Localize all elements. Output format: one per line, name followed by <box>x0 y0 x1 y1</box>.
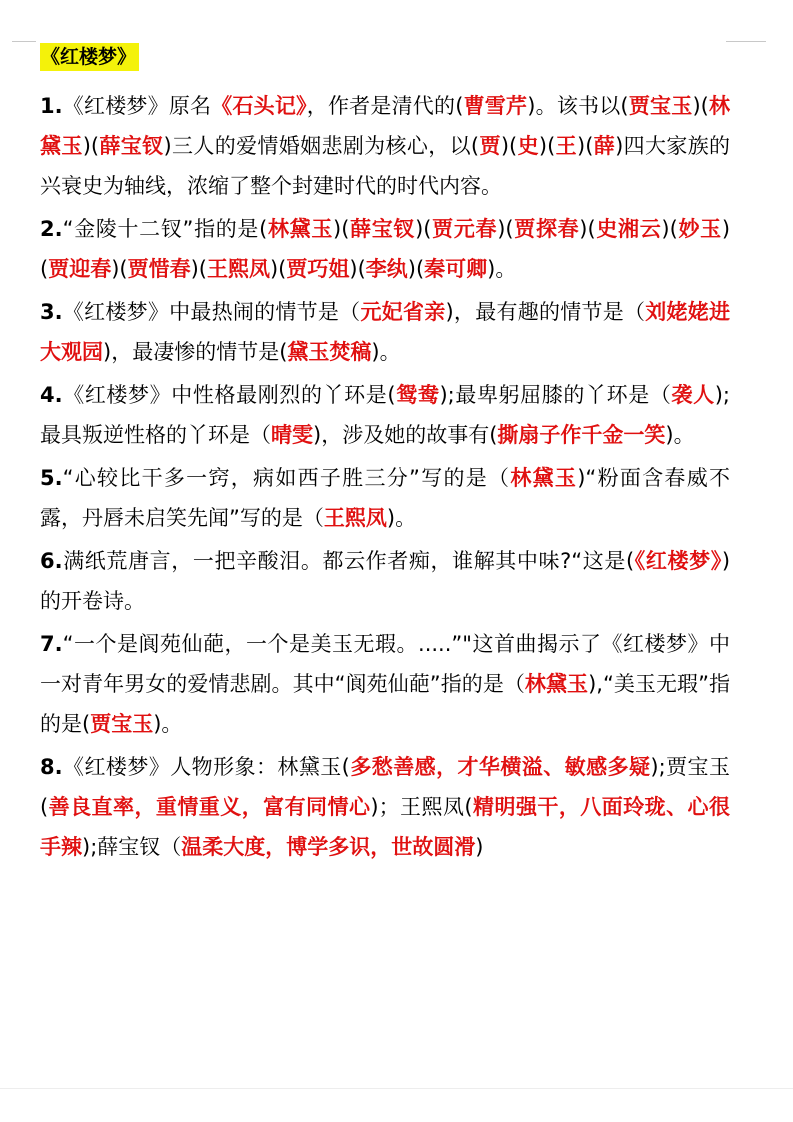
question-text: ),“美玉无瑕”指的是( <box>40 672 730 736</box>
question-text: )。 <box>487 257 517 281</box>
page-bottom-rule <box>0 1088 793 1089</box>
question-text: )( <box>497 217 514 241</box>
question-text: )四大家族的兴衰史为轴线，浓缩了整个封建时代的时代内容。 <box>40 134 731 198</box>
question-item <box>40 747 730 867</box>
answer-text: 《红楼梦》 <box>634 549 722 573</box>
question-text: )( <box>333 217 350 241</box>
answer-text: 林黛玉 <box>524 672 589 696</box>
question-text: “一个是阆苑仙葩，一个是美玉无瑕。.....”"这首曲揭示了《红楼梦》中一对青年男女的爱情悲剧。其中“阆苑仙葩”指的是（ <box>40 632 730 696</box>
question-item <box>40 458 730 538</box>
question-text: )( <box>500 134 518 158</box>
question-item <box>40 375 730 455</box>
answer-text: 史湘云 <box>595 217 662 241</box>
answer-text: 林黛玉 <box>40 94 731 158</box>
answer-text: 史 <box>517 134 539 158</box>
answer-text: 贾元春 <box>431 217 498 241</box>
question-text: )( <box>190 257 207 281</box>
answer-text: 秦可卿 <box>424 257 488 281</box>
question-text: )( <box>111 257 128 281</box>
answer-text: 王熙凤 <box>323 506 387 530</box>
question-text: )( <box>579 217 596 241</box>
answer-text: 林黛玉 <box>267 217 334 241</box>
question-text: )。 <box>371 340 401 364</box>
question-text: )( <box>349 257 366 281</box>
answer-text: 黛玉焚稿 <box>287 340 372 364</box>
question-number: 6. <box>40 549 63 573</box>
answer-text: 多愁善感，才华横溢、敏感多疑 <box>349 755 651 779</box>
question-text: )( <box>415 217 432 241</box>
question-number: 4. <box>40 383 63 407</box>
question-text: );贾宝玉( <box>40 755 730 819</box>
question-text: )“粉面含春威不露，丹唇未启笑先闻”写的是（ <box>40 466 731 530</box>
question-item <box>40 541 730 621</box>
question-list <box>40 86 730 870</box>
question-text: 满纸荒唐言，一把辛酸泪。都云作者痴，谁解其中味?“这是( <box>62 549 635 573</box>
question-text: )，最有趣的情节是（ <box>445 300 646 324</box>
question-number: 2. <box>40 217 63 241</box>
answer-text: 贾惜春 <box>127 257 191 281</box>
question-text: 《红楼梦》原名 <box>62 94 212 118</box>
answer-text: 《石头记》 <box>211 94 307 118</box>
question-text: )；王熙凤( <box>370 795 473 819</box>
answer-text: 薛 <box>593 134 616 158</box>
question-number: 7. <box>40 632 63 656</box>
answer-text: 元妃省亲 <box>360 300 446 324</box>
answer-text: 善良直率，重情重义，富有同情心 <box>48 795 371 819</box>
question-number: 5. <box>40 466 63 490</box>
answer-text: 贾巧姐 <box>286 257 350 281</box>
question-text: )( <box>407 257 425 281</box>
question-text: 《红楼梦》中最热闹的情节是（ <box>62 300 361 324</box>
answer-text: 王熙凤 <box>206 257 270 281</box>
question-item <box>40 86 730 206</box>
question-text: “心较比干多一窍，病如西子胜三分”写的是（ <box>62 466 511 490</box>
question-text: )的开卷诗。 <box>40 549 731 613</box>
question-text: )( <box>269 257 287 281</box>
answer-text: 晴雯 <box>271 423 313 447</box>
question-text: )。 <box>386 506 417 530</box>
question-number: 3. <box>40 300 63 324</box>
question-text: );最卑躬屈膝的丫环是（ <box>439 383 672 407</box>
page-corner-mark-right <box>726 41 766 42</box>
answer-text: 刘姥姥进大观园 <box>40 300 731 364</box>
question-item <box>40 209 730 289</box>
question-text: )( <box>40 217 731 281</box>
answer-text: 薛宝钗 <box>99 134 164 158</box>
answer-text: 贾宝玉 <box>90 712 154 736</box>
question-text: );薛宝钗（ <box>82 835 182 859</box>
question-text: )。该书以( <box>527 94 629 118</box>
page-title: 《红楼梦》 <box>40 43 139 71</box>
question-text: )( <box>577 134 594 158</box>
answer-text: 薛宝钗 <box>349 217 416 241</box>
question-text: ，作者是清代的( <box>306 94 464 118</box>
question-number: 8. <box>40 755 63 779</box>
question-text: 《红楼梦》中性格最刚烈的丫环是( <box>62 383 396 407</box>
question-item <box>40 624 730 744</box>
question-text: )，最凄惨的情节是( <box>103 340 288 364</box>
question-text: )( <box>692 94 709 118</box>
question-text: )( <box>82 134 100 158</box>
answer-text: 精明强干，八面玲珑、心很手辣 <box>40 795 730 859</box>
answer-text: 李纨 <box>365 257 408 281</box>
question-number: 1. <box>40 94 63 118</box>
question-text: “金陵十二钗”指的是( <box>62 217 268 241</box>
question-text: )，涉及她的故事有( <box>313 423 498 447</box>
answer-text: 贾探春 <box>513 217 580 241</box>
question-text: )三人的爱情婚姻悲剧为核心，以( <box>163 134 480 158</box>
answer-text: 妙玉 <box>677 217 722 241</box>
page-corner-mark-left <box>12 41 36 42</box>
answer-text: 贾宝玉 <box>628 94 693 118</box>
answer-text: 袭人 <box>671 383 715 407</box>
answer-text: 鸳鸯 <box>395 383 440 407</box>
question-text: )。 <box>153 712 183 736</box>
answer-text: 曹雪芹 <box>463 94 528 118</box>
question-text: )。 <box>665 423 695 447</box>
answer-text: 撕扇子作千金一笑 <box>497 423 666 447</box>
answer-text: 贾 <box>479 134 501 158</box>
answer-text: 温柔大度，博学多识，世故圆滑 <box>181 835 476 859</box>
answer-text: 贾迎春 <box>48 257 112 281</box>
answer-text: 王 <box>555 134 578 158</box>
question-text: ) <box>475 835 484 859</box>
question-item <box>40 292 730 372</box>
question-text: );最具叛逆性格的丫环是（ <box>40 383 730 447</box>
question-text: 《红楼梦》人物形象：林黛玉( <box>62 755 350 779</box>
question-text: )( <box>661 217 678 241</box>
answer-text: 林黛玉 <box>510 466 578 490</box>
question-text: )( <box>538 134 556 158</box>
